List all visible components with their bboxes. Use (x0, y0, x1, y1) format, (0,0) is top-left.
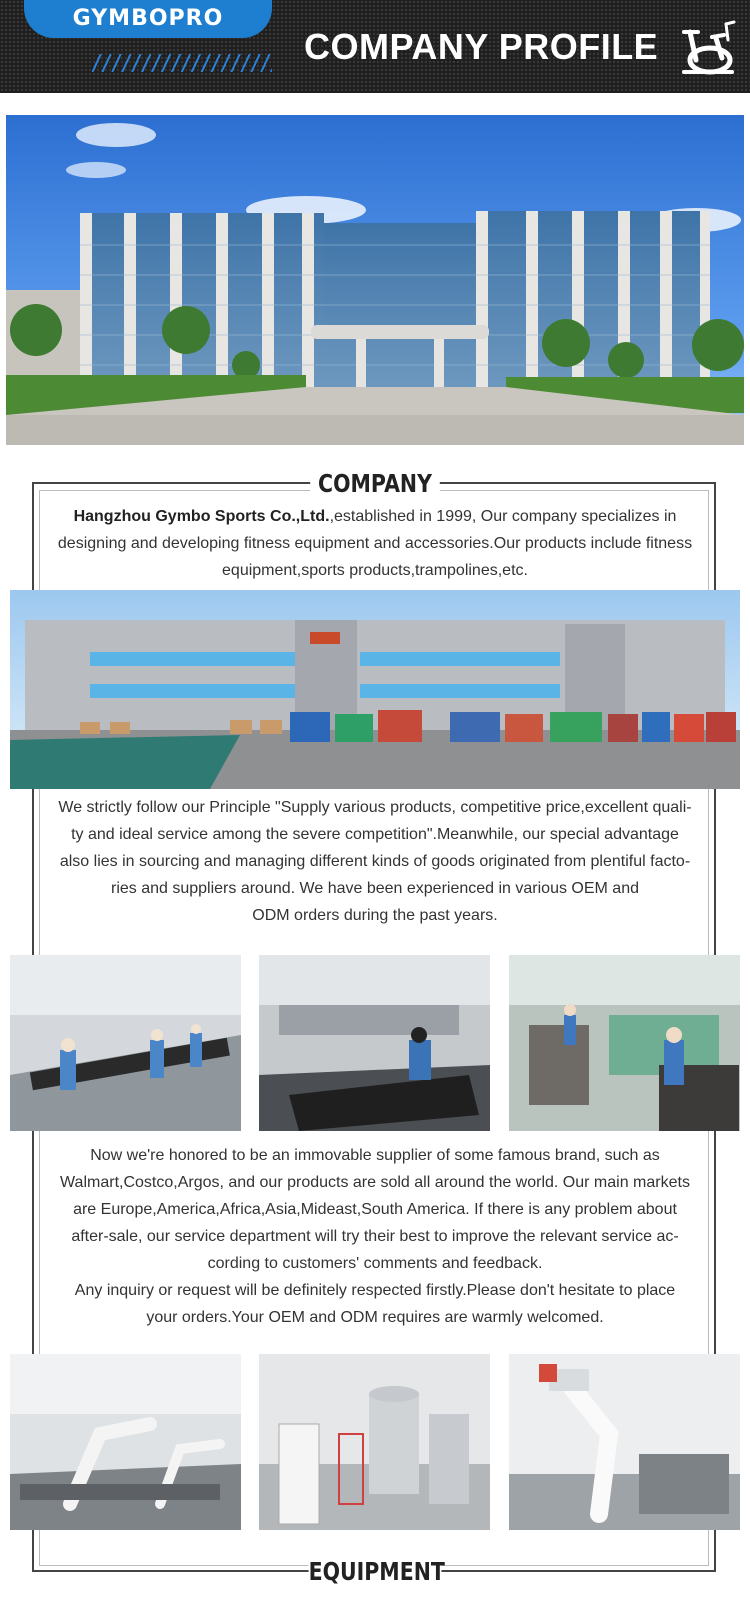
section-title-company: COMPANY (310, 466, 440, 502)
page-title: COMPANY PROFILE (304, 26, 659, 67)
principle-text (52, 794, 698, 929)
markets-line-1: Now we're honored to be an immovable supplier of some famous brand, such as (90, 1147, 660, 1164)
workshop-photo-assembly-line (10, 955, 241, 1131)
brand-logo[interactable] (24, 0, 272, 38)
header-banner (0, 0, 750, 93)
equipment-photo-robot-arm (509, 1354, 740, 1530)
principle-line-4: ries and suppliers around. We have been experienced in various OEM and (110, 880, 639, 897)
equipment-photo-welding-robots (10, 1354, 241, 1530)
decorative-stripes (92, 54, 272, 72)
markets-line-2: Walmart,Costco,Argos, and our products are sold all around the world. Our main markets (60, 1174, 690, 1191)
markets-line-7: your orders.Your OEM and ODM requires are warmly welcomed. (146, 1309, 604, 1326)
principle-line-3: also lies in sourcing and managing different kinds of goods originated from plentiful facto- (59, 853, 691, 870)
intro-line-3: equipment,sports products,trampolines,etc. (222, 562, 528, 579)
workshop-photo-treadmill-belt (259, 955, 490, 1131)
principle-line-5: ODM orders during the past years. (252, 907, 498, 924)
equipment-photo-powder-coating (259, 1354, 490, 1530)
markets-text (52, 1142, 698, 1331)
company-name: Hangzhou Gymbo Sports Co.,Ltd. (73, 508, 330, 525)
section-title-equipment: EQUIPMENT (309, 1554, 442, 1590)
brand-logo-text: GYMBOPRO (72, 6, 224, 31)
markets-line-3: are Europe,America,Africa,Asia,Mideast,South America. If there is any problem about (73, 1201, 677, 1218)
principle-line-2: ty and ideal service among the severe competition".Meanwhile, our special advantage (71, 826, 679, 843)
markets-line-6: Any inquiry or request will be definitely respected firstly.Please don't hesitate to place (74, 1282, 676, 1299)
intro-line-1-rest: ,established in 1999, Our company specializes in (329, 508, 677, 525)
principle-line-1: We strictly follow our Principle "Supply various products, competitive price,excellent quali- (58, 799, 692, 816)
markets-line-5: cording to customers' comments and feedback. (207, 1255, 543, 1272)
office-building-photo (6, 115, 744, 445)
workshop-photo-machining (509, 955, 740, 1131)
company-intro-text (52, 503, 698, 584)
markets-line-4: after-sale, our service department will try their best to improve the relevant service ac- (71, 1228, 679, 1245)
exercise-bike-icon (676, 20, 736, 76)
intro-line-1 (52, 503, 698, 530)
factory-photo (10, 590, 740, 789)
intro-line-2: designing and developing fitness equipment and accessories.Our products include fitness (57, 535, 693, 552)
